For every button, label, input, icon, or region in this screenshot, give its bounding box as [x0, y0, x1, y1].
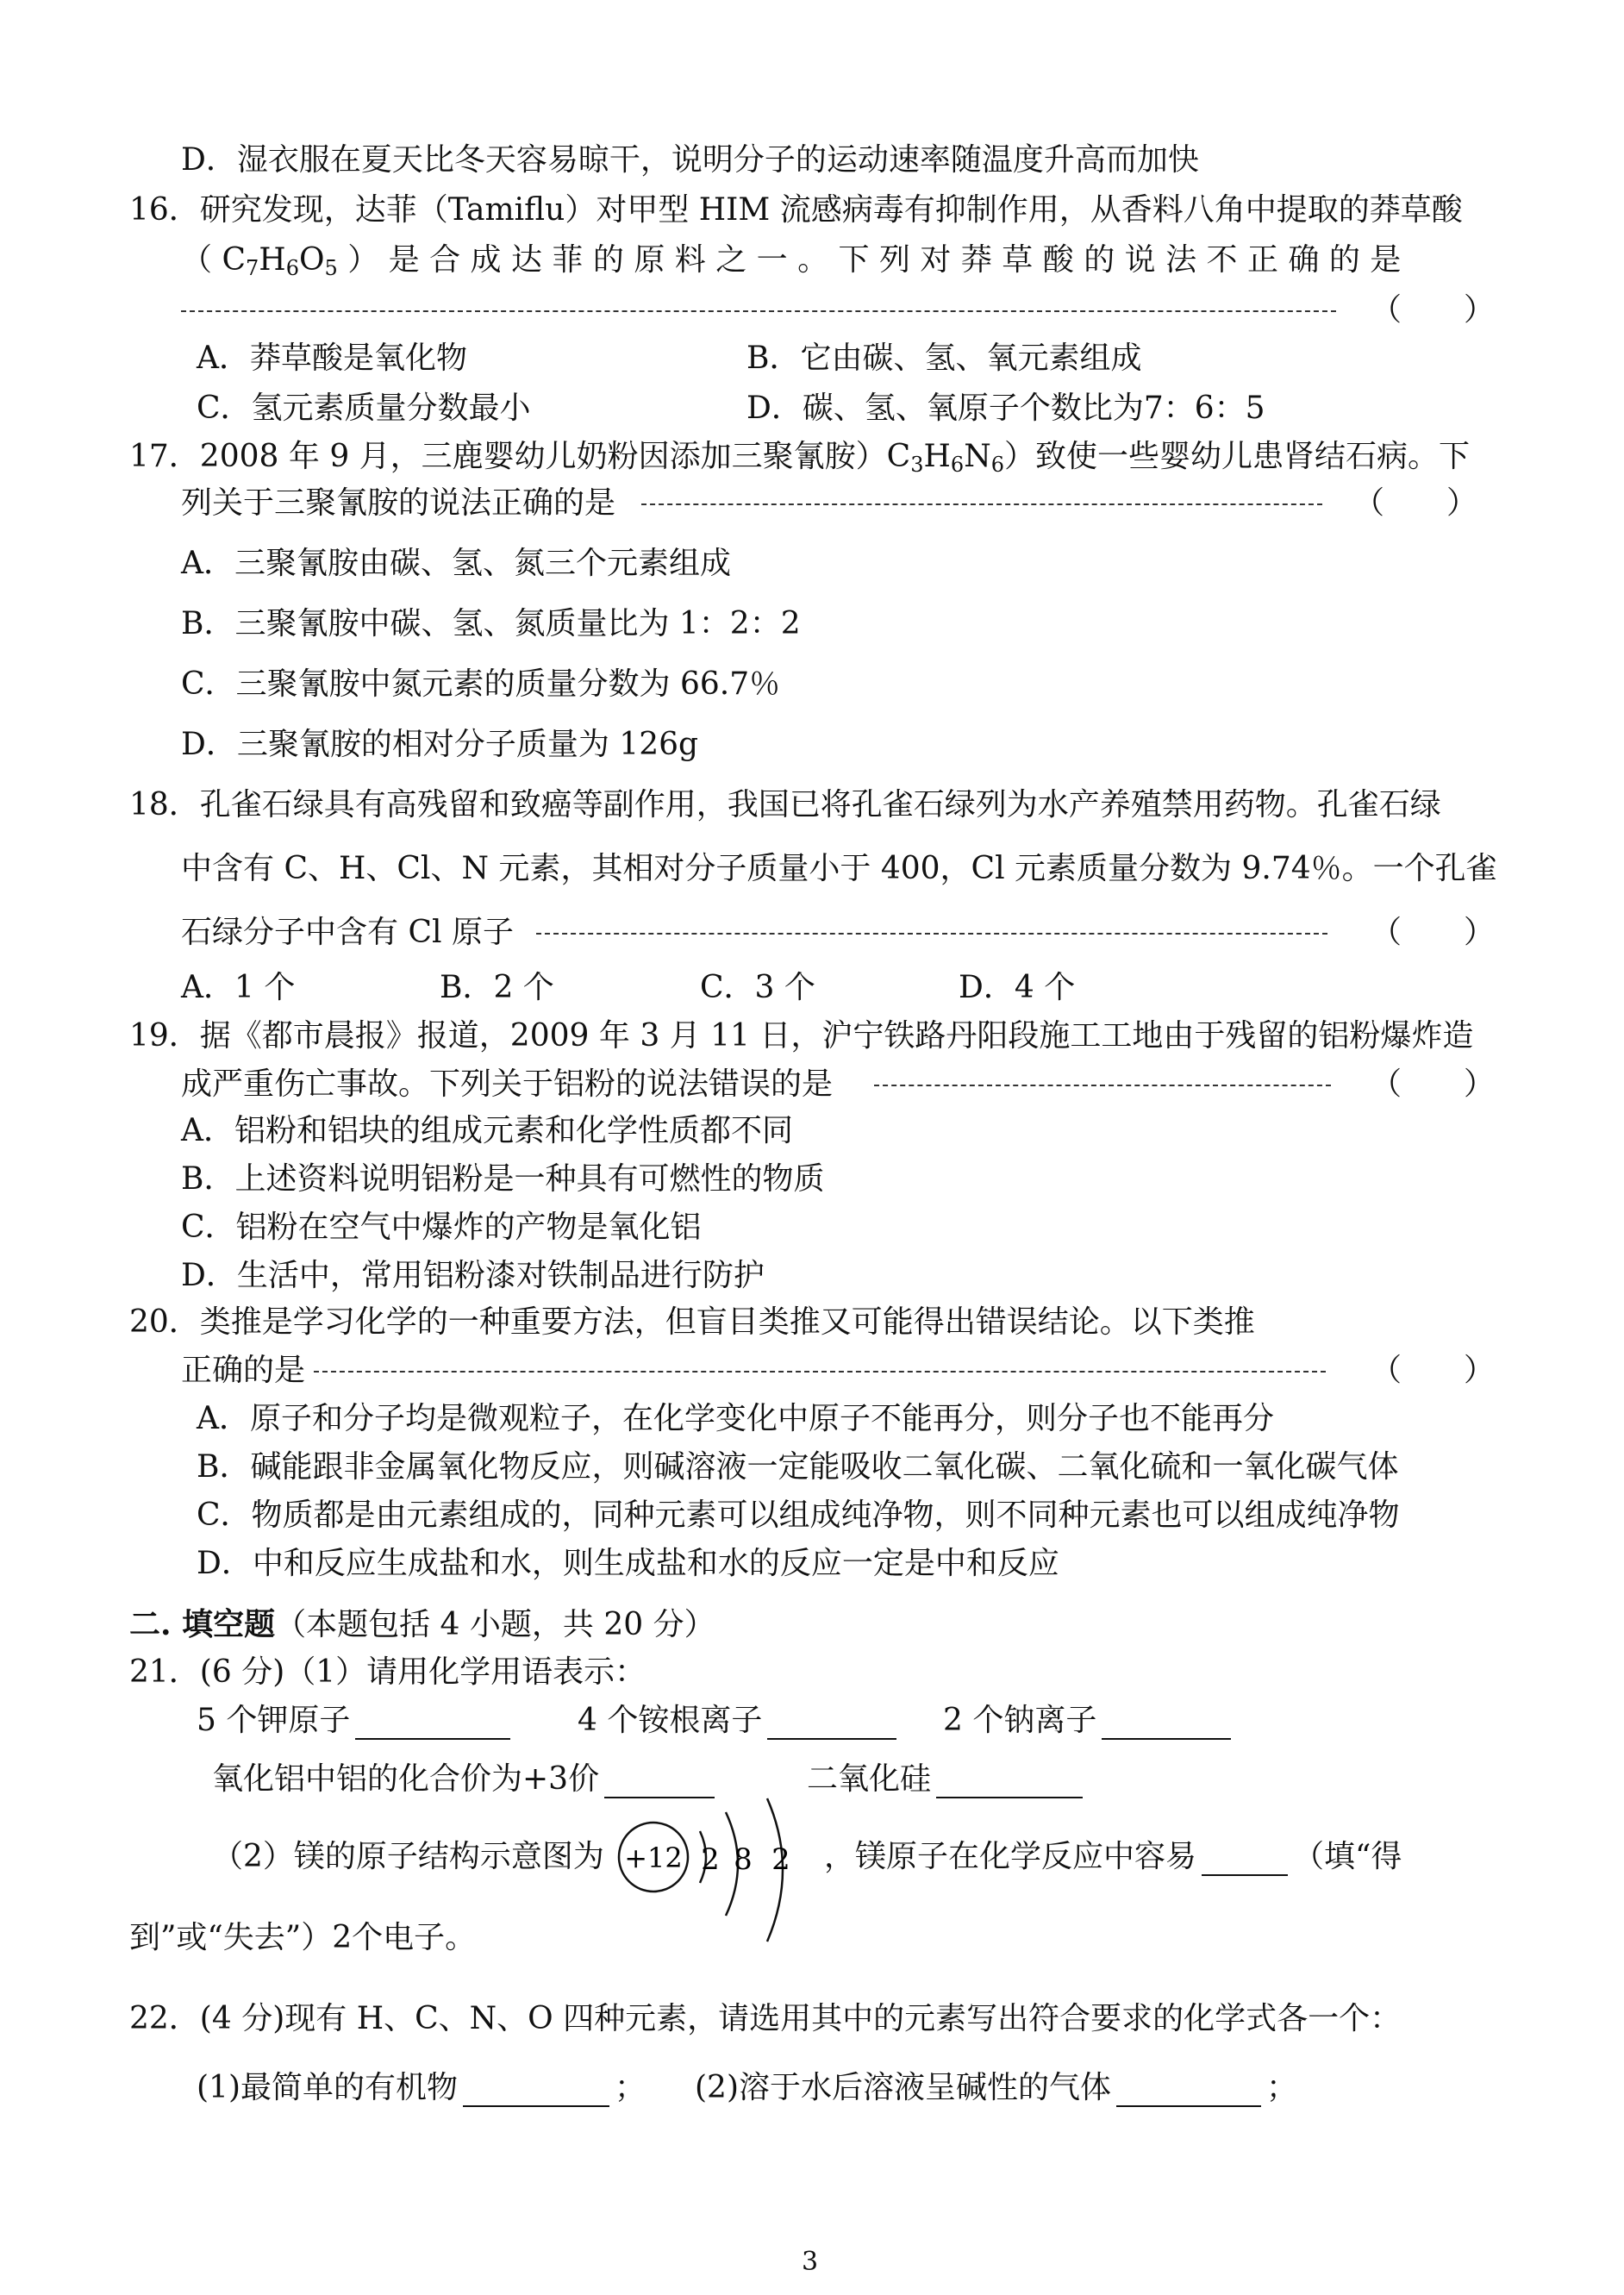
q16-stem-line1: 16．研究发现，达菲（Tamiflu）对甲型 HIM 流感病毒有抑制作用，从香料八角中提取的莽草酸	[129, 192, 1463, 228]
q16-option-a: A．莽草酸是氧化物	[197, 341, 467, 376]
q19-option-a: A．铝粉和铝块的组成元素和化学性质都不同	[181, 1113, 793, 1148]
q21-part2-continue: ，镁原子在化学反应中容易 （填“得	[824, 1839, 1402, 1874]
q16-answer-paren: （ ）	[1371, 292, 1496, 328]
q18-stem-line3: 石绿分子中含有 Cl 原子	[181, 915, 514, 950]
q21-stem: 21．(6 分)（1）请用化学用语表示：	[129, 1654, 646, 1690]
q21-item-1: 5 个钾原子	[197, 1702, 515, 1740]
q19-stem-line2: 成严重伤亡事故。下列关于铝粉的说法错误的是	[181, 1066, 834, 1102]
q19-stem-line1: 19．据《都市晨报》报道，2009 年 3 月 11 日，沪宁铁路丹阳段施工工地由于残留的铝粉爆炸造	[129, 1018, 1474, 1054]
answer-blank[interactable]	[355, 1709, 510, 1740]
q19-option-c: C．铝粉在空气中爆炸的产物是氧化铝	[181, 1210, 702, 1245]
q15-option-d: D．湿衣服在夏天比冬天容易晾干，说明分子的运动速率随温度升高而加快	[181, 142, 1199, 178]
q22-item-2: (2)溶于水后溶液呈碱性的气体 ；	[695, 2070, 1298, 2105]
q17-option-a: A．三聚氰胺由碳、氢、氮三个元素组成	[181, 546, 731, 581]
q20-answer-paren: （ ）	[1371, 1353, 1496, 1388]
q18-stem-line1: 18．孔雀石绿具有高残留和致癌等副作用，我国已将孔雀石绿列为水产养殖禁用药物。孔雀石绿	[129, 787, 1441, 822]
q17-option-b: B．三聚氰胺中碳、氢、氮质量比为 1：2：2	[181, 606, 801, 641]
q17-answer-paren: （ ）	[1353, 485, 1478, 521]
answer-dash-line	[536, 933, 1327, 935]
q21-item-3: 2 个钠离子	[943, 1702, 1236, 1740]
q17-stem-line2: 列关于三聚氰胺的说法正确的是	[181, 485, 616, 521]
section-title: 二. 填空题	[129, 1606, 276, 1642]
magnesium-atom-diagram	[615, 1786, 822, 1959]
section-note: （本题包括 4 小题，共 20 分）	[275, 1607, 715, 1642]
q20-stem-line1: 20．类推是学习化学的一种重要方法，但盲目类推又可能得出错误结论。以下类推	[129, 1304, 1255, 1340]
q20-stem-line2: 正确的是	[181, 1353, 306, 1388]
q21-item-5: 二氧化硅	[807, 1760, 1088, 1798]
q16-option-d: D．碳、氢、氧原子个数比为7：6：5	[746, 391, 1265, 426]
q21-item-2: 4 个铵根离子	[578, 1702, 902, 1740]
q20-option-d: D．中和反应生成盐和水，则生成盐和水的反应一定是中和反应	[197, 1546, 1059, 1581]
q16-option-c: C．氢元素质量分数最小	[197, 391, 531, 426]
answer-blank[interactable]	[936, 1767, 1083, 1798]
shell-2-electrons: 8	[734, 1842, 753, 1877]
q16-stem-line2: （ $C_7H_6O_5$ ） 是 合 成 达 菲 的 原 料 之 一 。 下 列 对 莽 草 酸 的 说 法 不 正 确 的 是	[181, 242, 1402, 280]
q18-option-a: A．1 个	[181, 970, 296, 1005]
answer-blank[interactable]	[1202, 1845, 1288, 1876]
q19-option-d: D．生活中，常用铝粉漆对铁制品进行防护	[181, 1258, 765, 1293]
q20-option-b: B．碱能跟非金属氧化物反应，则碱溶液一定能吸收二氧化碳、二氧化硫和一氧化碳气体	[197, 1449, 1399, 1485]
q17-option-c: C．三聚氰胺中氮元素的质量分数为 66.7％	[181, 666, 781, 702]
q22-item-1: (1)最简单的有机物 ；	[197, 2070, 646, 2105]
q21-part2-line2: 到”或“失去”）2个电子。	[129, 1920, 477, 1955]
answer-blank[interactable]	[463, 2076, 609, 2107]
q20-option-c: C．物质都是由元素组成的，同种元素可以组成纯净物，则不同种元素也可以组成纯净物	[197, 1498, 1400, 1533]
section-heading	[129, 1605, 715, 1644]
answer-dash-line	[874, 1085, 1331, 1086]
shell-3-electrons: 2	[771, 1842, 790, 1877]
q21-item-4: 氧化铝中铝的化合价为+3价	[212, 1760, 720, 1798]
q17-stem-line1: 17．2008 年 9 月，三鹿婴幼儿奶粉因添加三聚氰胺）$C_3H_6N_6$）致使一些婴幼儿患肾结石病。下	[129, 439, 1470, 477]
q18-option-b: B．2 个	[440, 970, 554, 1005]
q19-option-b: B．上述资料说明铝粉是一种具有可燃性的物质	[181, 1161, 825, 1197]
q20-option-a: A．原子和分子均是微观粒子，在化学变化中原子不能再分，则分子也不能再分	[197, 1401, 1274, 1436]
q17-option-d: D．三聚氰胺的相对分子质量为 126g	[181, 727, 699, 762]
answer-dash-line	[181, 310, 1336, 312]
q22-stem: 22．(4 分)现有 H、C、N、O 四种元素，请选用其中的元素写出符合要求的化学式各一个：	[129, 2001, 1402, 2036]
answer-dash-line	[314, 1371, 1326, 1373]
q18-stem-line2: 中含有 C、H、Cl、N 元素，其相对分子质量小于 400，Cl 元素质量分数为 9.74％。一个孔雀	[181, 851, 1497, 886]
q19-answer-paren: （ ）	[1371, 1066, 1496, 1102]
answer-blank[interactable]	[767, 1709, 896, 1740]
shell-1-electrons: 2	[701, 1842, 720, 1877]
q18-option-c: C．3 个	[700, 970, 815, 1005]
q18-answer-paren: （ ）	[1371, 915, 1496, 950]
q16-option-b: B．它由碳、氢、氧元素组成	[746, 341, 1142, 376]
q21-part2-text: （2）镁的原子结构示意图为	[212, 1839, 604, 1874]
page-number: 3	[802, 2247, 819, 2277]
q18-option-d: D．4 个	[959, 970, 1076, 1005]
answer-blank[interactable]	[1116, 2076, 1261, 2107]
nucleus-charge: +12	[624, 1842, 683, 1874]
answer-dash-line	[641, 503, 1322, 505]
answer-blank[interactable]	[1102, 1709, 1231, 1740]
